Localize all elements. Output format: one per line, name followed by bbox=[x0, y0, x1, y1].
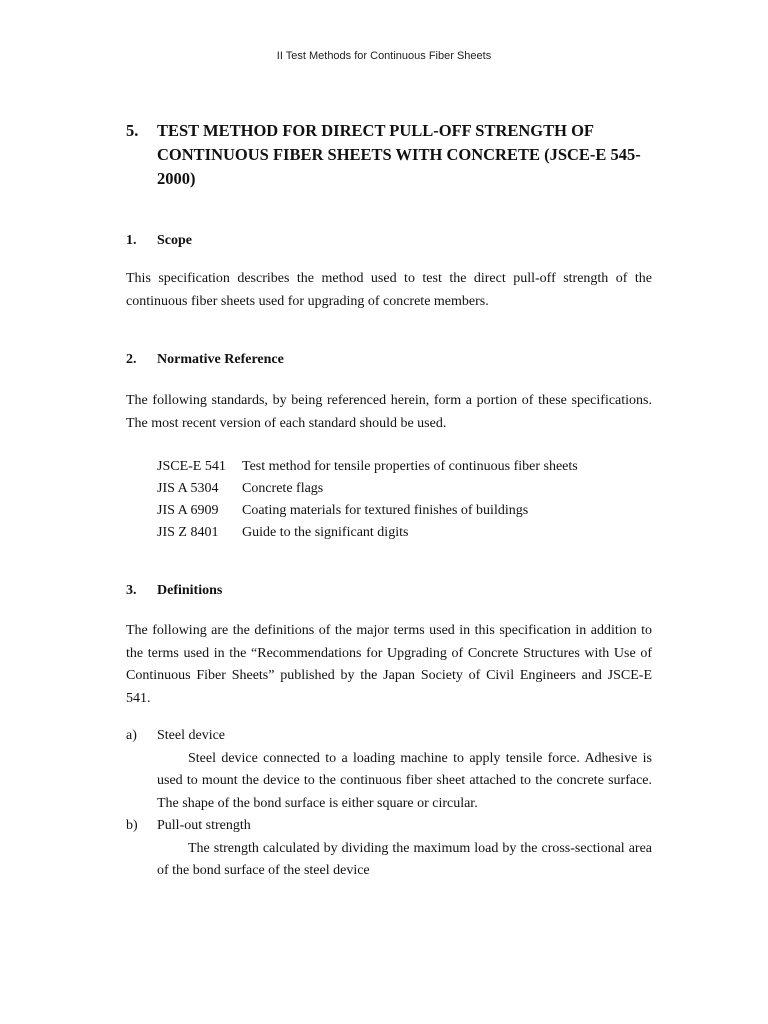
definition-item bbox=[126, 725, 652, 815]
section-title: Scope bbox=[157, 233, 192, 248]
list-item bbox=[157, 500, 578, 522]
reference-code: JIS A 6909 bbox=[157, 503, 219, 518]
definition-list bbox=[126, 725, 652, 883]
title-number: 5. bbox=[126, 121, 139, 140]
definition-term: Pull-out strength bbox=[157, 818, 251, 833]
reference-title: Test method for tensile properties of continuous fiber sheets bbox=[242, 459, 578, 474]
list-item bbox=[157, 522, 578, 544]
paragraph-text: The following standards, by being referenced herein, form a portion of these specifications. The most recent version of each standard should be used. bbox=[126, 393, 652, 431]
list-item bbox=[157, 478, 578, 500]
section-number: 2. bbox=[126, 352, 137, 367]
reference-title: Guide to the significant digits bbox=[242, 525, 409, 540]
definitions-paragraph bbox=[126, 620, 652, 710]
section-title: Normative Reference bbox=[157, 352, 284, 367]
section-title: Definitions bbox=[157, 583, 223, 598]
definition-term: Steel device bbox=[157, 728, 226, 743]
reference-list bbox=[157, 456, 578, 544]
definition-body: Steel device connected to a loading machine to apply tensile force. Adhesive is used to mount the device to the continuous fiber sheet attached to the concrete surface. The shape of the bond surface is either square or circular. bbox=[157, 750, 652, 811]
paragraph-text: The following are the definitions of the major terms used in this specification in addition to the terms used in the “Recommendations for Upgrading of Concrete Structures with Use of Continuous Fiber Sheets” published by the Japan Society of Civil Engineers and JSCE-E 541. bbox=[126, 623, 652, 706]
normative-paragraph bbox=[126, 390, 652, 435]
reference-code: JIS Z 8401 bbox=[157, 525, 219, 540]
definition-body: The strength calculated by dividing the maximum load by the cross-sectional area of the bond surface of the steel device bbox=[157, 840, 652, 878]
section-heading-definitions bbox=[126, 583, 222, 599]
definition-letter: a) bbox=[126, 728, 137, 743]
definition-item bbox=[126, 815, 652, 883]
definition-label bbox=[126, 725, 652, 748]
running-header: II Test Methods for Continuous Fiber Sheets bbox=[276, 50, 492, 62]
section-heading-scope bbox=[126, 233, 192, 249]
definition-label bbox=[126, 815, 652, 838]
section-number: 3. bbox=[126, 583, 137, 598]
reference-code: JIS A 5304 bbox=[157, 481, 219, 496]
title-text: TEST METHOD FOR DIRECT PULL-OFF STRENGTH OF CONTINUOUS FIBER SHEETS WITH CONCRETE (JSCE-E 545-2000) bbox=[157, 121, 641, 188]
document-title bbox=[126, 119, 656, 191]
section-number: 1. bbox=[126, 233, 137, 248]
scope-paragraph bbox=[126, 268, 652, 313]
reference-title: Coating materials for textured finishes of buildings bbox=[242, 503, 529, 518]
list-item bbox=[157, 456, 578, 478]
reference-code: JSCE-E 541 bbox=[157, 459, 226, 474]
definition-letter: b) bbox=[126, 818, 138, 833]
paragraph-text: This specification describes the method used to test the direct pull-off strength of the continuous fiber sheets used for upgrading of concrete members. bbox=[126, 271, 652, 309]
section-heading-normative-reference bbox=[126, 352, 284, 368]
reference-title: Concrete flags bbox=[242, 481, 324, 496]
